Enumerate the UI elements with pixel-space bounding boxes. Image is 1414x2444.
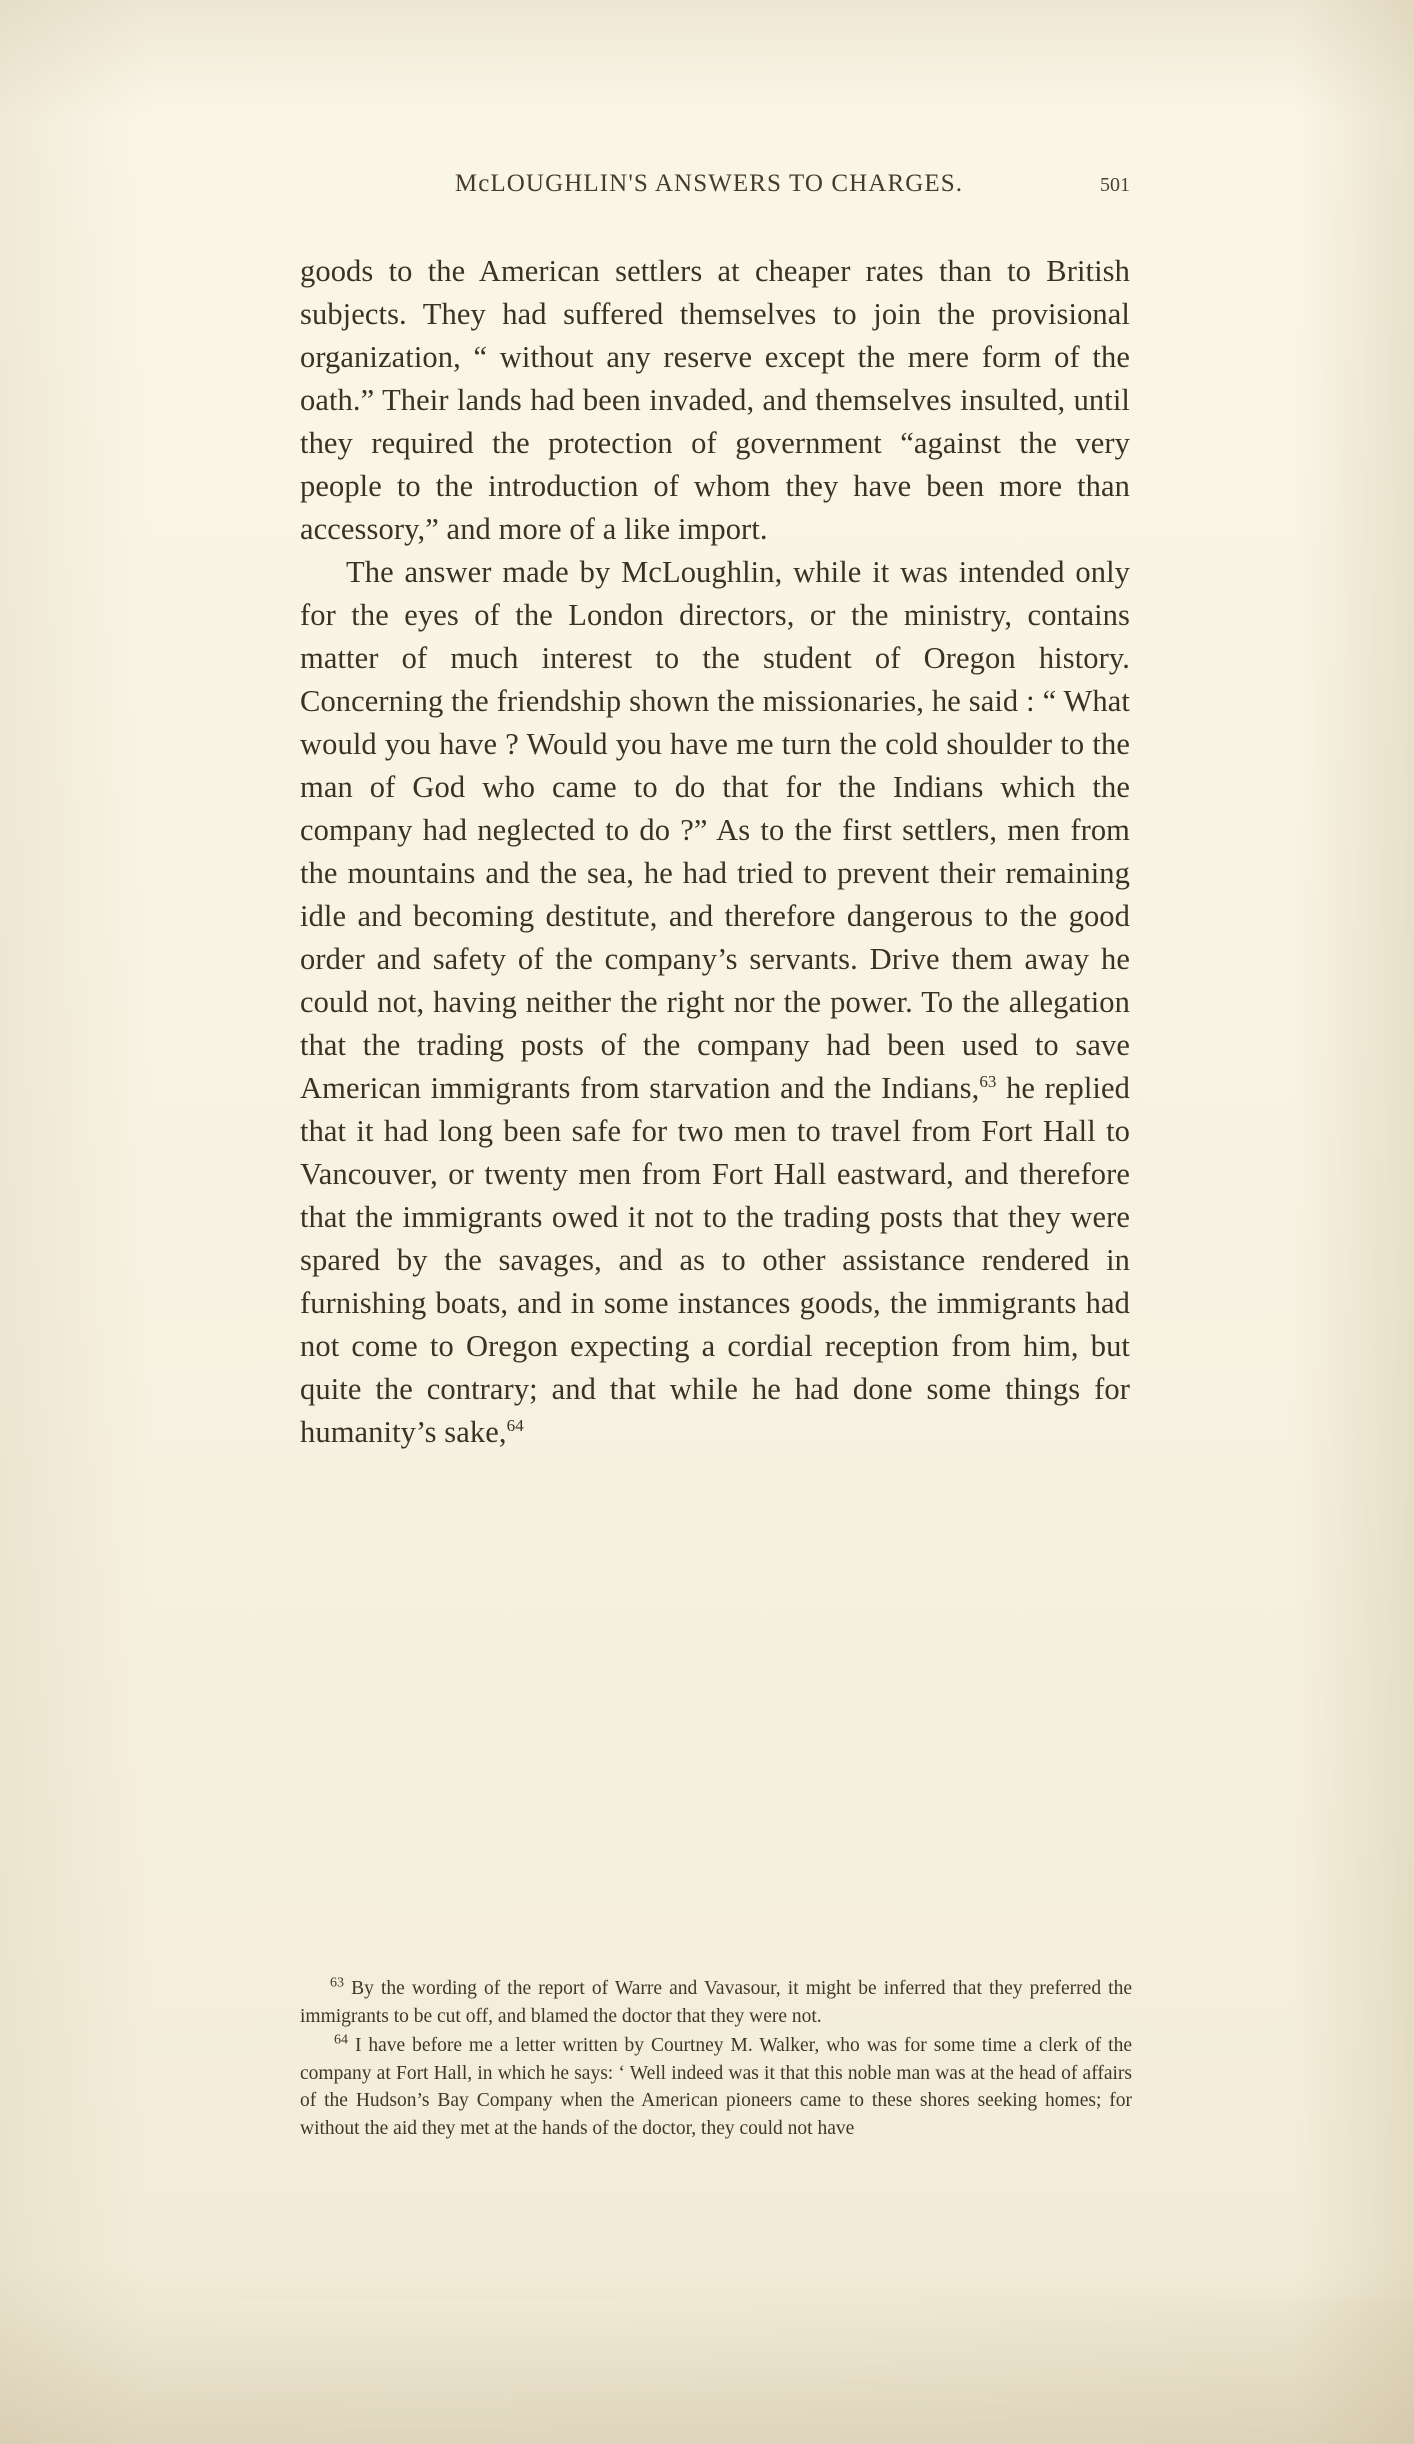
footnote-reference-64[interactable]: 64: [506, 1415, 524, 1435]
footnotes: [300, 1975, 1132, 2142]
footnote-63-text: By the wording of the report of Warre and Vavasour, it might be inferred that they preferred the immigrants to be cut off, and blamed the doctor that they were not.: [300, 1978, 1132, 2027]
page-number: 501: [1100, 174, 1130, 196]
body-text: [300, 250, 1130, 1454]
footnote-64: [300, 2032, 1132, 2142]
footnote-63: [300, 1975, 1132, 2030]
footnote-64-text: I have before me a letter written by Courtney M. Walker, who was for some time a clerk of the company at Fort Hall, in which he says: ‘ Well indeed was it that this noble man was at the head of affairs of the Hudson’s Bay Company when the American pioneers came to these shores seeking homes; for without the aid they met at the hands of the doctor, they could not have: [300, 2035, 1132, 2139]
paragraph-2-part-1: The answer made by McLoughlin, while it was intended only for the eyes of the London directors, or the ministry, contains matter of much interest to the student of Oregon history. Concerning the friendship shown the missionaries, he said : “ What would you have ? Would you have me turn the cold shoulder to the man of God who came to do that for the Indians which the company had neglected to do ?” As to the first settlers, men from the mountains and the sea, he had tried to prevent their remaining idle and becoming destitute, and therefore dangerous to the good order and safety of the company’s servants. Drive them away he could not, having neither the right nor the power. To the allegation that the trading posts of the company had been used to save American immigrants from starvation and the Indians,: [300, 555, 1130, 1105]
paragraph-1: goods to the American settlers at cheaper rates than to British subjects. They had suffered themselves to join the provisional organization, “ without any reserve except the mere form of the oath.” Their lands had been invaded, and themselves insulted, until they required the protection of government “against the very people to the introduction of whom they have been more than accessory,” and more of a like import.: [300, 254, 1130, 546]
footnote-reference-63[interactable]: 63: [979, 1071, 997, 1091]
paragraph-2: [300, 551, 1130, 1454]
running-head: [300, 170, 1130, 198]
footnote-marker-64: 64: [334, 2032, 348, 2048]
footnote-marker-63: 63: [330, 1975, 344, 1991]
running-title: McLOUGHLIN'S ANSWERS TO CHARGES.: [454, 170, 964, 197]
paragraph-2-part-2: he replied that it had long been safe for two men to travel from Fort Hall to Vancouver, or twenty men from Fort Hall eastward, and therefore that the immigrants owed it not to the trading posts that they were spared by the savages, and as to other assistance rendered in furnishing boats, and in some instances goods, the immigrants had not come to Oregon expecting a cordial reception from him, but quite the contrary; and that while he had done some things for humanity’s sake,: [300, 1071, 1130, 1449]
page-content: [300, 170, 1130, 1454]
